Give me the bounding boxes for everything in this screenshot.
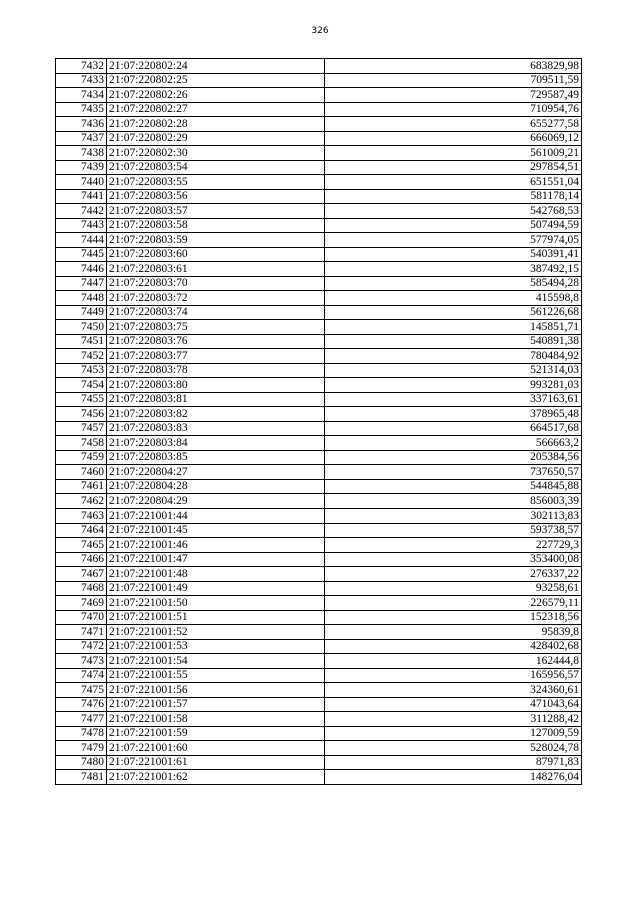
cadastral-number-cell: 21:07:220803:84 <box>107 436 325 451</box>
cadastral-value-cell: 471043,64 <box>325 697 582 712</box>
table-row <box>56 291 582 306</box>
table-row <box>56 770 582 785</box>
cadastral-number-cell: 21:07:221001:46 <box>107 538 325 553</box>
cadastral-value-cell: 540891,38 <box>325 334 582 349</box>
cadastral-value-cell: 148276,04 <box>325 770 582 785</box>
table-body <box>56 59 582 785</box>
row-number-cell: 7450 <box>56 320 107 335</box>
row-number-cell: 7463 <box>56 508 107 523</box>
table-row <box>56 494 582 509</box>
cadastral-number-cell: 21:07:220803:75 <box>107 320 325 335</box>
cadastral-value-cell: 162444,8 <box>325 654 582 669</box>
cadastral-number-cell: 21:07:220803:83 <box>107 421 325 436</box>
cadastral-number-cell: 21:07:220802:28 <box>107 117 325 132</box>
cadastral-number-cell: 21:07:221001:56 <box>107 683 325 698</box>
table-row <box>56 610 582 625</box>
cadastral-value-cell: 297854,51 <box>325 160 582 175</box>
cadastral-value-cell: 507494,59 <box>325 218 582 233</box>
cadastral-number-cell: 21:07:221001:54 <box>107 654 325 669</box>
cadastral-number-cell: 21:07:220803:85 <box>107 450 325 465</box>
cadastral-number-cell: 21:07:220804:28 <box>107 479 325 494</box>
row-number-cell: 7468 <box>56 581 107 596</box>
table-row <box>56 175 582 190</box>
cadastral-value-cell: 542768,53 <box>325 204 582 219</box>
table-row <box>56 247 582 262</box>
table-row <box>56 479 582 494</box>
table-row <box>56 668 582 683</box>
cadastral-value-cell: 152318,56 <box>325 610 582 625</box>
cadastral-value-cell: 302113,83 <box>325 508 582 523</box>
row-number-cell: 7434 <box>56 88 107 103</box>
table-row <box>56 523 582 538</box>
cadastral-number-cell: 21:07:221001:62 <box>107 770 325 785</box>
cadastral-number-cell: 21:07:220803:58 <box>107 218 325 233</box>
row-number-cell: 7476 <box>56 697 107 712</box>
row-number-cell: 7466 <box>56 552 107 567</box>
cadastral-value-cell: 651551,04 <box>325 175 582 190</box>
row-number-cell: 7460 <box>56 465 107 480</box>
cadastral-value-cell: 561226,68 <box>325 305 582 320</box>
row-number-cell: 7474 <box>56 668 107 683</box>
cadastral-value-cell: 593738,57 <box>325 523 582 538</box>
cadastral-value-cell: 324360,61 <box>325 683 582 698</box>
table-row <box>56 755 582 770</box>
row-number-cell: 7473 <box>56 654 107 669</box>
cadastral-value-cell: 95839,8 <box>325 625 582 640</box>
cadastral-value-cell: 710954,76 <box>325 102 582 117</box>
row-number-cell: 7447 <box>56 276 107 291</box>
row-number-cell: 7442 <box>56 204 107 219</box>
cadastral-value-cell: 729587,49 <box>325 88 582 103</box>
row-number-cell: 7445 <box>56 247 107 262</box>
cadastral-value-cell: 780484,92 <box>325 349 582 364</box>
table-row <box>56 581 582 596</box>
table-row <box>56 117 582 132</box>
row-number-cell: 7439 <box>56 160 107 175</box>
row-number-cell: 7451 <box>56 334 107 349</box>
cadastral-number-cell: 21:07:220804:27 <box>107 465 325 480</box>
row-number-cell: 7459 <box>56 450 107 465</box>
cadastral-value-table <box>55 58 582 785</box>
row-number-cell: 7449 <box>56 305 107 320</box>
cadastral-number-cell: 21:07:221001:51 <box>107 610 325 625</box>
cadastral-number-cell: 21:07:221001:47 <box>107 552 325 567</box>
row-number-cell: 7436 <box>56 117 107 132</box>
cadastral-value-cell: 311288,42 <box>325 712 582 727</box>
cadastral-number-cell: 21:07:221001:61 <box>107 755 325 770</box>
row-number-cell: 7481 <box>56 770 107 785</box>
cadastral-number-cell: 21:07:220802:30 <box>107 146 325 161</box>
row-number-cell: 7461 <box>56 479 107 494</box>
table-row <box>56 131 582 146</box>
cadastral-number-cell: 21:07:220803:60 <box>107 247 325 262</box>
row-number-cell: 7470 <box>56 610 107 625</box>
cadastral-value-cell: 566663,2 <box>325 436 582 451</box>
cadastral-number-cell: 21:07:221001:52 <box>107 625 325 640</box>
cadastral-value-cell: 226579,11 <box>325 596 582 611</box>
cadastral-number-cell: 21:07:221001:49 <box>107 581 325 596</box>
cadastral-value-cell: 577974,05 <box>325 233 582 248</box>
table-row <box>56 407 582 422</box>
cadastral-value-cell: 666069,12 <box>325 131 582 146</box>
cadastral-number-cell: 21:07:221001:55 <box>107 668 325 683</box>
table-row <box>56 276 582 291</box>
cadastral-value-cell: 387492,15 <box>325 262 582 277</box>
cadastral-value-cell: 993281,03 <box>325 378 582 393</box>
cadastral-number-cell: 21:07:220803:61 <box>107 262 325 277</box>
table-row <box>56 378 582 393</box>
row-number-cell: 7456 <box>56 407 107 422</box>
cadastral-number-cell: 21:07:220803:81 <box>107 392 325 407</box>
cadastral-number-cell: 21:07:221001:45 <box>107 523 325 538</box>
table-row <box>56 712 582 727</box>
table-row <box>56 436 582 451</box>
table-row <box>56 508 582 523</box>
cadastral-number-cell: 21:07:220803:54 <box>107 160 325 175</box>
cadastral-value-cell: 276337,22 <box>325 567 582 582</box>
cadastral-number-cell: 21:07:221001:50 <box>107 596 325 611</box>
row-number-cell: 7455 <box>56 392 107 407</box>
table-row <box>56 538 582 553</box>
cadastral-number-cell: 21:07:220802:25 <box>107 73 325 88</box>
row-number-cell: 7435 <box>56 102 107 117</box>
row-number-cell: 7441 <box>56 189 107 204</box>
cadastral-number-cell: 21:07:221001:44 <box>107 508 325 523</box>
row-number-cell: 7454 <box>56 378 107 393</box>
row-number-cell: 7471 <box>56 625 107 640</box>
row-number-cell: 7469 <box>56 596 107 611</box>
cadastral-number-cell: 21:07:220803:78 <box>107 363 325 378</box>
table-row <box>56 625 582 640</box>
row-number-cell: 7458 <box>56 436 107 451</box>
row-number-cell: 7452 <box>56 349 107 364</box>
cadastral-number-cell: 21:07:221001:59 <box>107 726 325 741</box>
cadastral-value-cell: 581178,14 <box>325 189 582 204</box>
cadastral-value-cell: 428402,68 <box>325 639 582 654</box>
table-row <box>56 334 582 349</box>
cadastral-value-cell: 93258,61 <box>325 581 582 596</box>
row-number-cell: 7479 <box>56 741 107 756</box>
cadastral-number-cell: 21:07:220803:72 <box>107 291 325 306</box>
table-row <box>56 233 582 248</box>
table-row <box>56 189 582 204</box>
cadastral-number-cell: 21:07:221001:58 <box>107 712 325 727</box>
cadastral-number-cell: 21:07:220803:82 <box>107 407 325 422</box>
table-row <box>56 73 582 88</box>
table-row <box>56 596 582 611</box>
cadastral-number-cell: 21:07:220803:56 <box>107 189 325 204</box>
table-row <box>56 567 582 582</box>
table-row <box>56 88 582 103</box>
row-number-cell: 7433 <box>56 73 107 88</box>
cadastral-value-cell: 353400,08 <box>325 552 582 567</box>
cadastral-number-cell: 21:07:220803:57 <box>107 204 325 219</box>
cadastral-value-cell: 585494,28 <box>325 276 582 291</box>
cadastral-value-cell: 521314,03 <box>325 363 582 378</box>
row-number-cell: 7440 <box>56 175 107 190</box>
table-row <box>56 102 582 117</box>
table-row <box>56 363 582 378</box>
table-row <box>56 262 582 277</box>
table-row <box>56 204 582 219</box>
row-number-cell: 7475 <box>56 683 107 698</box>
table-row <box>56 392 582 407</box>
table-row <box>56 450 582 465</box>
cadastral-value-cell: 737650,57 <box>325 465 582 480</box>
cadastral-value-cell: 145851,71 <box>325 320 582 335</box>
cadastral-value-cell: 87971,83 <box>325 755 582 770</box>
row-number-cell: 7462 <box>56 494 107 509</box>
table-row <box>56 305 582 320</box>
cadastral-number-cell: 21:07:221001:60 <box>107 741 325 756</box>
row-number-cell: 7438 <box>56 146 107 161</box>
table-row <box>56 639 582 654</box>
cadastral-value-cell: 165956,57 <box>325 668 582 683</box>
cadastral-number-cell: 21:07:220803:55 <box>107 175 325 190</box>
cadastral-value-cell: 227729,3 <box>325 538 582 553</box>
table-row <box>56 552 582 567</box>
row-number-cell: 7467 <box>56 567 107 582</box>
cadastral-value-cell: 337163,61 <box>325 392 582 407</box>
cadastral-number-cell: 21:07:221001:48 <box>107 567 325 582</box>
cadastral-number-cell: 21:07:220802:29 <box>107 131 325 146</box>
table-row <box>56 218 582 233</box>
cadastral-number-cell: 21:07:220802:24 <box>107 59 325 74</box>
table-row <box>56 59 582 74</box>
cadastral-number-cell: 21:07:220802:26 <box>107 88 325 103</box>
table-row <box>56 349 582 364</box>
cadastral-number-cell: 21:07:220803:80 <box>107 378 325 393</box>
row-number-cell: 7465 <box>56 538 107 553</box>
table-row <box>56 654 582 669</box>
cadastral-value-cell: 378965,48 <box>325 407 582 422</box>
cadastral-value-cell: 544845,88 <box>325 479 582 494</box>
row-number-cell: 7480 <box>56 755 107 770</box>
cadastral-value-cell: 655277,58 <box>325 117 582 132</box>
cadastral-number-cell: 21:07:220803:77 <box>107 349 325 364</box>
row-number-cell: 7472 <box>56 639 107 654</box>
row-number-cell: 7464 <box>56 523 107 538</box>
row-number-cell: 7432 <box>56 59 107 74</box>
table-row <box>56 160 582 175</box>
page-number: 326 <box>311 26 329 36</box>
table-row <box>56 741 582 756</box>
table-row <box>56 683 582 698</box>
table-row <box>56 726 582 741</box>
cadastral-value-cell: 856003,39 <box>325 494 582 509</box>
table-row <box>56 421 582 436</box>
row-number-cell: 7477 <box>56 712 107 727</box>
cadastral-number-cell: 21:07:220803:70 <box>107 276 325 291</box>
cadastral-value-cell: 415598,8 <box>325 291 582 306</box>
row-number-cell: 7478 <box>56 726 107 741</box>
cadastral-value-cell: 205384,56 <box>325 450 582 465</box>
cadastral-number-cell: 21:07:220803:59 <box>107 233 325 248</box>
row-number-cell: 7448 <box>56 291 107 306</box>
cadastral-value-cell: 127009,59 <box>325 726 582 741</box>
cadastral-value-cell: 709511,59 <box>325 73 582 88</box>
cadastral-value-cell: 683829,98 <box>325 59 582 74</box>
table-row <box>56 465 582 480</box>
cadastral-value-cell: 561009,21 <box>325 146 582 161</box>
cadastral-value-cell: 540391,41 <box>325 247 582 262</box>
cadastral-value-cell: 528024,78 <box>325 741 582 756</box>
cadastral-number-cell: 21:07:220804:29 <box>107 494 325 509</box>
table-row <box>56 320 582 335</box>
cadastral-number-cell: 21:07:220803:74 <box>107 305 325 320</box>
row-number-cell: 7453 <box>56 363 107 378</box>
cadastral-value-cell: 664517,68 <box>325 421 582 436</box>
row-number-cell: 7443 <box>56 218 107 233</box>
table-row <box>56 146 582 161</box>
cadastral-number-cell: 21:07:220802:27 <box>107 102 325 117</box>
cadastral-number-cell: 21:07:221001:57 <box>107 697 325 712</box>
row-number-cell: 7457 <box>56 421 107 436</box>
cadastral-number-cell: 21:07:221001:53 <box>107 639 325 654</box>
table-row <box>56 697 582 712</box>
row-number-cell: 7444 <box>56 233 107 248</box>
row-number-cell: 7437 <box>56 131 107 146</box>
row-number-cell: 7446 <box>56 262 107 277</box>
cadastral-number-cell: 21:07:220803:76 <box>107 334 325 349</box>
